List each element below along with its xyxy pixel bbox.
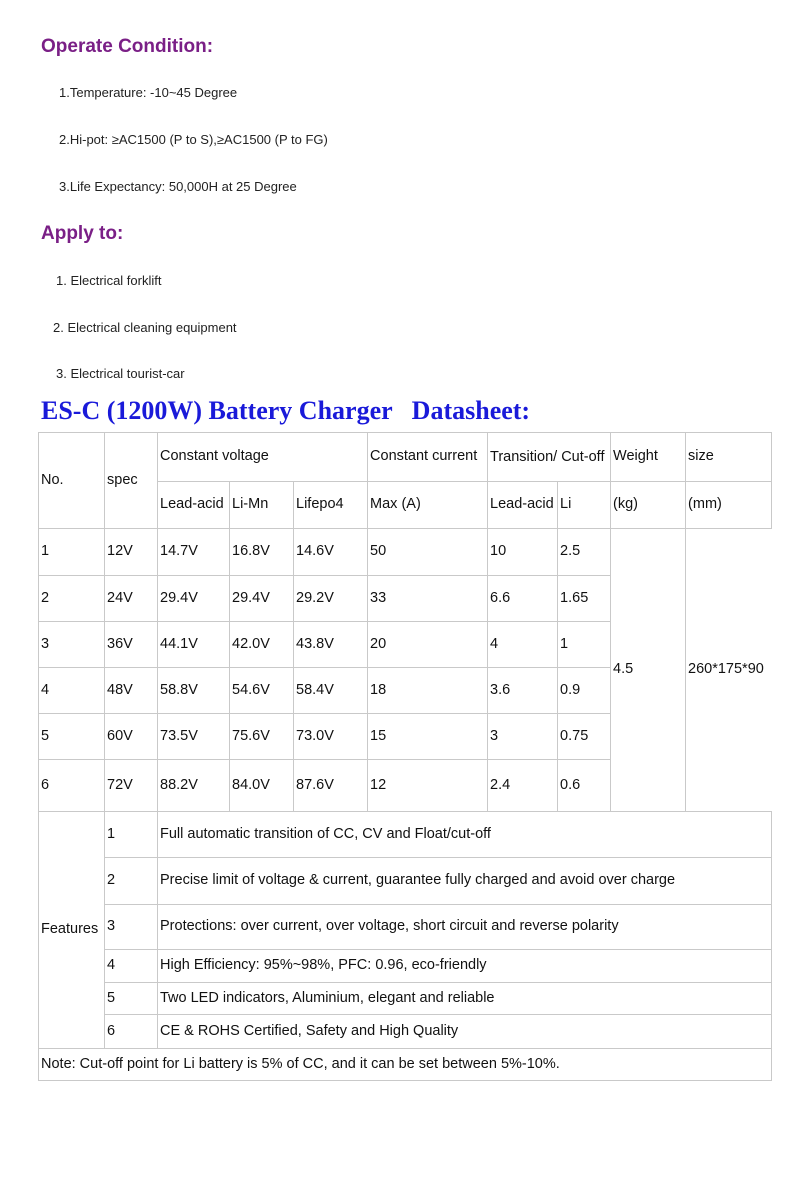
cell-weight: 4.5 xyxy=(611,529,686,812)
cell-no: 5 xyxy=(39,714,105,760)
cell-no: 6 xyxy=(39,760,105,812)
cell-transition-lead-acid: 3.6 xyxy=(488,668,558,714)
table-edge-cell xyxy=(772,760,800,812)
cell-lead-acid: 14.7V xyxy=(158,529,230,576)
cell-lead-acid: 58.8V xyxy=(158,668,230,714)
cell-transition-lead-acid: 6.6 xyxy=(488,576,558,622)
table-header-row-1 xyxy=(39,433,800,482)
note-row xyxy=(39,1049,800,1081)
feature-row xyxy=(39,858,800,905)
cell-spec: 36V xyxy=(105,622,158,668)
feature-row xyxy=(39,905,800,950)
cell-lead-acid: 73.5V xyxy=(158,714,230,760)
table-edge-cell xyxy=(772,983,800,1015)
header-lifepo4: Lifepo4 xyxy=(294,482,368,529)
feature-text: Two LED indicators, Aluminium, elegant and reliable xyxy=(158,983,772,1015)
feature-number: 5 xyxy=(105,983,158,1015)
cell-transition-lead-acid: 10 xyxy=(488,529,558,576)
header-size-unit: (mm) xyxy=(686,482,772,529)
header-li-mn: Li-Mn xyxy=(230,482,294,529)
apply-item-tourist-car: 3. Electrical tourist-car xyxy=(56,366,185,381)
cell-spec: 24V xyxy=(105,576,158,622)
cell-lifepo4: 43.8V xyxy=(294,622,368,668)
header-spec: spec xyxy=(105,433,158,529)
cell-li-mn: 75.6V xyxy=(230,714,294,760)
table-row xyxy=(39,529,800,576)
cell-li-mn: 42.0V xyxy=(230,622,294,668)
feature-row xyxy=(39,812,800,858)
header-no: No. xyxy=(39,433,105,529)
cell-max-current: 12 xyxy=(368,760,488,812)
feature-text: Full automatic transition of CC, CV and Float/cut-off xyxy=(158,812,772,858)
cell-li-mn: 16.8V xyxy=(230,529,294,576)
cell-li-mn: 84.0V xyxy=(230,760,294,812)
cell-lifepo4: 73.0V xyxy=(294,714,368,760)
cell-max-current: 33 xyxy=(368,576,488,622)
cell-lead-acid: 44.1V xyxy=(158,622,230,668)
feature-number: 2 xyxy=(105,858,158,905)
header-weight-unit: (kg) xyxy=(611,482,686,529)
table-edge-cell xyxy=(772,482,800,529)
table-edge-cell xyxy=(772,950,800,983)
cell-max-current: 20 xyxy=(368,622,488,668)
cell-no: 3 xyxy=(39,622,105,668)
header-weight: Weight xyxy=(611,433,686,482)
cell-max-current: 50 xyxy=(368,529,488,576)
feature-text: Protections: over current, over voltage, short circuit and reverse polarity xyxy=(158,905,772,950)
table-edge-cell xyxy=(772,433,800,482)
cell-lead-acid: 88.2V xyxy=(158,760,230,812)
cell-lifepo4: 58.4V xyxy=(294,668,368,714)
cell-lead-acid: 29.4V xyxy=(158,576,230,622)
apply-to-heading: Apply to: xyxy=(41,223,124,244)
cell-transition-li: 0.75 xyxy=(558,714,611,760)
header-constant-current: Constant current xyxy=(368,433,488,482)
cell-transition-lead-acid: 3 xyxy=(488,714,558,760)
feature-text: CE & ROHS Certified, Safety and High Quality xyxy=(158,1015,772,1049)
cell-lifepo4: 87.6V xyxy=(294,760,368,812)
header-max-a: Max (A) xyxy=(368,482,488,529)
cell-transition-li: 0.9 xyxy=(558,668,611,714)
cell-no: 2 xyxy=(39,576,105,622)
feature-row xyxy=(39,1015,800,1049)
cell-max-current: 15 xyxy=(368,714,488,760)
table-edge-cell xyxy=(772,668,800,714)
cell-spec: 60V xyxy=(105,714,158,760)
cell-spec: 12V xyxy=(105,529,158,576)
cell-lifepo4: 14.6V xyxy=(294,529,368,576)
cell-no: 4 xyxy=(39,668,105,714)
cell-transition-li: 2.5 xyxy=(558,529,611,576)
table-edge-cell xyxy=(772,812,800,858)
cell-transition-lead-acid: 4 xyxy=(488,622,558,668)
cell-transition-li: 0.6 xyxy=(558,760,611,812)
operate-item-hipot: 2.Hi-pot: ≥AC1500 (P to S),≥AC1500 (P to FG) xyxy=(59,132,328,147)
header-lead-acid: Lead-acid xyxy=(158,482,230,529)
table-edge-cell xyxy=(772,905,800,950)
apply-item-cleaning: 2. Electrical cleaning equipment xyxy=(53,320,237,335)
table-edge-cell xyxy=(772,858,800,905)
feature-text: High Efficiency: 95%~98%, PFC: 0.96, eco-friendly xyxy=(158,950,772,983)
cell-transition-li: 1 xyxy=(558,622,611,668)
header-size: size xyxy=(686,433,772,482)
header-constant-voltage: Constant voltage xyxy=(158,433,368,482)
header-transition-cutoff: Transition/ Cut-off xyxy=(488,433,611,482)
header-transition-li: Li xyxy=(558,482,611,529)
feature-number: 1 xyxy=(105,812,158,858)
operate-condition-heading: Operate Condition: xyxy=(41,36,214,57)
operate-item-temperature: 1.Temperature: -10~45 Degree xyxy=(59,85,238,100)
operate-item-life: 3.Life Expectancy: 50,000H at 25 Degree xyxy=(59,179,297,194)
apply-item-forklift: 1. Electrical forklift xyxy=(56,273,162,288)
table-edge-cell xyxy=(772,1015,800,1049)
feature-row xyxy=(39,983,800,1015)
cell-li-mn: 54.6V xyxy=(230,668,294,714)
cell-no: 1 xyxy=(39,529,105,576)
table-edge-cell xyxy=(772,714,800,760)
table-edge-cell xyxy=(772,576,800,622)
cell-spec: 72V xyxy=(105,760,158,812)
datasheet-table xyxy=(38,432,800,1081)
feature-row xyxy=(39,950,800,983)
feature-number: 3 xyxy=(105,905,158,950)
table-edge-cell xyxy=(772,622,800,668)
cell-max-current: 18 xyxy=(368,668,488,714)
table-edge-cell xyxy=(772,1049,800,1081)
cell-size: 260*175*90 xyxy=(686,529,772,812)
table-note: Note: Cut-off point for Li battery is 5% of CC, and it can be set between 5%-10%. xyxy=(39,1049,772,1081)
cell-li-mn: 29.4V xyxy=(230,576,294,622)
feature-text: Precise limit of voltage & current, guarantee fully charged and avoid over charge xyxy=(158,858,772,905)
features-label: Features xyxy=(39,812,105,1049)
table-edge-cell xyxy=(772,529,800,576)
cell-spec: 48V xyxy=(105,668,158,714)
cell-transition-li: 1.65 xyxy=(558,576,611,622)
feature-number: 4 xyxy=(105,950,158,983)
header-transition-lead-acid: Lead-acid xyxy=(488,482,558,529)
feature-number: 6 xyxy=(105,1015,158,1049)
cell-transition-lead-acid: 2.4 xyxy=(488,760,558,812)
cell-lifepo4: 29.2V xyxy=(294,576,368,622)
datasheet-title: ES-C (1200W) Battery Charger Datasheet: xyxy=(41,396,531,425)
